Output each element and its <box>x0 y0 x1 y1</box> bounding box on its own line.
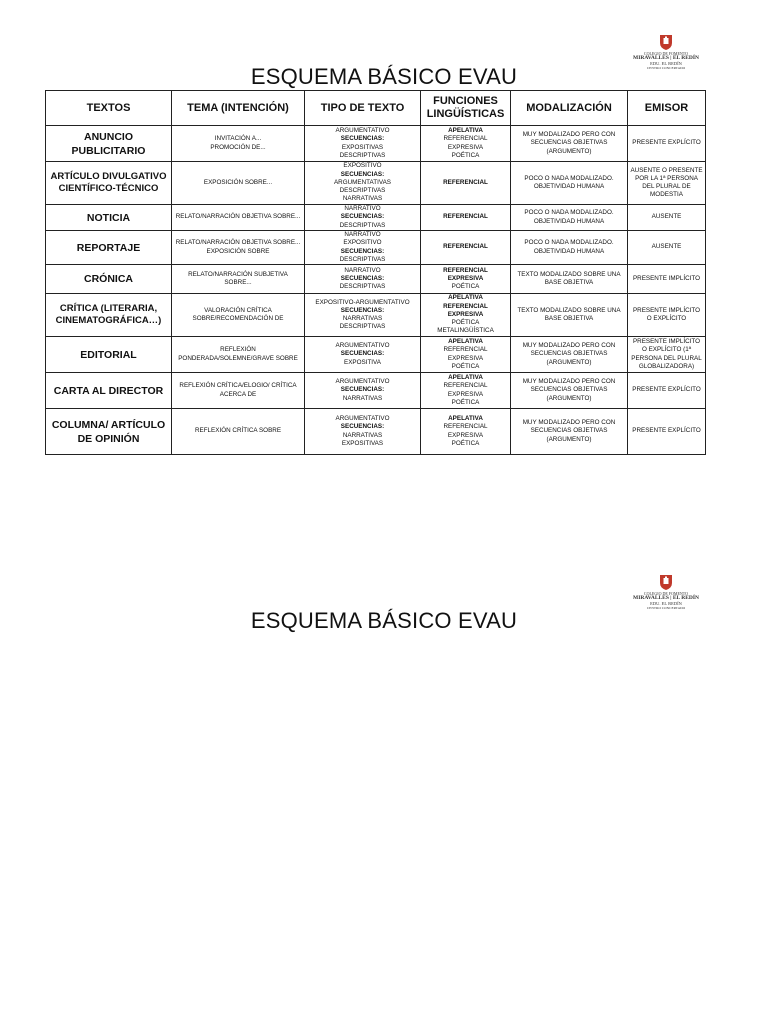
cell-funciones <box>421 126 511 162</box>
cell-emisor: PRESENTE IMPLÍCITO O EXPLÍCITO <box>628 294 706 337</box>
table-row <box>46 294 706 337</box>
cell-line: SECUENCIAS: <box>340 350 385 358</box>
cell-funciones <box>421 162 511 205</box>
cell-line: NARRATIVO <box>344 205 381 213</box>
table-row <box>46 409 706 455</box>
cell-line: EXPOSITIVAS <box>341 439 384 447</box>
cell-line: ARGUMENTATIVO <box>335 378 390 386</box>
header-funciones: FUNCIONES LINGÜÍSTICAS <box>421 91 511 126</box>
cell-line: DESCRIPTIVAS <box>339 283 386 291</box>
cell-line: EXPOSITIVAS <box>341 143 384 151</box>
cell-line: POÉTICA <box>451 283 480 291</box>
cell-tema <box>172 205 305 231</box>
cell-modalizacion: MUY MODALIZADO PERO CON SECUENCIAS OBJETIVAS (ARGUMENTO) <box>511 373 628 409</box>
cell-line: ARGUMENTATIVO <box>335 415 390 423</box>
cell-line: RELATO/NARRACIÓN OBJETIVA SOBRE... <box>175 239 301 247</box>
cell-line: EXPOSICIÓN SOBRE... <box>203 178 273 186</box>
cell-modalizacion: TEXTO MODALIZADO SOBRE UNA BASE OBJETIVA <box>511 265 628 294</box>
cell-tema <box>172 162 305 205</box>
cell-line: EXPOSITIVO-ARGUMENTATIVO <box>315 298 410 306</box>
cell-emisor: PRESENTE IMPLÍCITO <box>628 265 706 294</box>
cell-line: EXPOSITIVO <box>343 239 382 247</box>
cell-texto: REPORTAJE <box>46 231 172 265</box>
cell-modalizacion: POCO O NADA MODALIZADO. OBJETIVIDAD HUMANA <box>511 231 628 265</box>
cell-line: APELATIVA <box>448 127 483 135</box>
cell-line: REFERENCIAL <box>443 178 488 186</box>
cell-line: EXPOSICIÓN SOBRE <box>206 247 270 255</box>
logo-line-3: EDU. EL REDÍN <box>650 600 682 606</box>
cell-texto: ANUNCIO PUBLICITARIO <box>46 126 172 162</box>
cell-line: ARGUMENTATIVO <box>335 342 390 350</box>
table-row <box>46 373 706 409</box>
header-textos: TEXTOS <box>46 91 172 126</box>
cell-line: REFERENCIAL <box>443 213 488 221</box>
cell-line: VALORACIÓN CRÍTICA <box>204 306 272 314</box>
header-tipo: TIPO DE TEXTO <box>305 91 421 126</box>
cell-funciones <box>421 294 511 337</box>
cell-line: REFLEXIÓN CRÍTICA SOBRE <box>194 427 282 435</box>
cell-line: REFERENCIAL <box>443 266 488 274</box>
cell-line: METALINGÜÍSTICA <box>437 327 494 335</box>
cell-line: APELATIVA <box>448 338 483 346</box>
cell-emisor: PRESENTE EXPLÍCITO <box>628 409 706 455</box>
cell-line: APELATIVA <box>448 374 483 382</box>
table-row <box>46 205 706 231</box>
logo-line-1: COLEGIO DE FOMENTO <box>643 51 689 56</box>
cell-emisor: PRESENTE IMPLÍCITO O EXPLÍCITO (1ª PERSONA DEL PLURAL GLOBALIZADORA) <box>628 337 706 373</box>
cell-line: EXPRESIVA <box>447 274 484 282</box>
cell-line: ACERCA DE <box>219 390 257 398</box>
cell-emisor: AUSENTE <box>628 205 706 231</box>
cell-line: REFERENCIAL <box>443 302 488 310</box>
cell-funciones <box>421 409 511 455</box>
cell-line: SECUENCIAS: <box>340 423 385 431</box>
cell-line: EXPOSITIVA <box>344 358 381 366</box>
logo-line-2: MIRAVALLES | EL REDÍN <box>633 55 699 62</box>
cell-line: NARRATIVAS <box>342 315 383 322</box>
cell-texto: EDITORIAL <box>46 337 172 373</box>
cell-line: DESCRIPTIVAS <box>339 323 386 331</box>
cell-texto: NOTICIA <box>46 205 172 231</box>
cell-line: SECUENCIAS: <box>340 170 385 178</box>
cell-line: SECUENCIAS: <box>340 135 385 143</box>
cell-line: EXPOSITIVO <box>343 162 382 170</box>
cell-line: SECUENCIAS: <box>340 306 385 314</box>
cell-tipo <box>305 373 421 409</box>
cell-line: PROMOCIÓN DE... <box>210 143 266 151</box>
shield-icon <box>659 574 673 591</box>
cell-tipo <box>305 205 421 231</box>
cell-line: NARRATIVO <box>344 266 381 274</box>
cell-funciones <box>421 337 511 373</box>
cell-line: NARRATIVAS <box>342 195 383 203</box>
cell-line: EXPRESIVA <box>447 310 484 318</box>
table-row <box>46 265 706 294</box>
cell-line: EXPRESIVA <box>447 143 484 151</box>
cell-line: DESCRIPTIVAS <box>339 255 386 263</box>
cell-tipo <box>305 162 421 205</box>
cell-line: POÉTICA <box>451 362 480 370</box>
cell-line: REFERENCIAL <box>443 243 488 251</box>
cell-line: REFERENCIAL <box>443 135 488 143</box>
cell-tema <box>172 126 305 162</box>
table-row <box>46 126 706 162</box>
cell-line: PONDERADA/SOLEMNE/GRAVE SOBRE <box>178 354 298 362</box>
cell-modalizacion: MUY MODALIZADO PERO CON SECUENCIAS OBJETIVAS (ARGUMENTO) <box>511 409 628 455</box>
cell-line: NARRATIVAS <box>342 394 383 402</box>
cell-funciones <box>421 205 511 231</box>
cell-texto: CARTA AL DIRECTOR <box>46 373 172 409</box>
cell-emisor: AUSENTE O PRESENTE POR LA 1ª PERSONA DEL PLURAL DE MODESTIA <box>628 162 706 205</box>
cell-tema <box>172 294 305 337</box>
cell-emisor: AUSENTE <box>628 231 706 265</box>
cell-line: REFERENCIAL <box>443 382 488 390</box>
cell-line: SECUENCIAS: <box>340 213 385 221</box>
cell-line: REFLEXIÓN CRÍTICA/ELOGIO/ CRÍTICA <box>179 382 297 390</box>
cell-modalizacion: MUY MODALIZADO PERO CON SECUENCIAS OBJETIVAS (ARGUMENTO) <box>511 337 628 373</box>
cell-line: RELATO/NARRACIÓN SUBJETIVA SOBRE... <box>188 270 288 286</box>
page-title: ESQUEMA BÁSICO EVAU <box>250 64 518 89</box>
cell-line: EXPRESIVA <box>447 390 484 398</box>
cell-line: NARRATIVAS <box>342 431 383 439</box>
cell-funciones <box>421 373 511 409</box>
cell-line: SECUENCIAS: <box>340 247 385 255</box>
cell-tema <box>172 265 305 294</box>
header-emisor: EMISOR <box>628 91 706 126</box>
cell-line: REFLEXIÓN <box>220 346 256 354</box>
cell-tipo <box>305 294 421 337</box>
cell-tema <box>172 337 305 373</box>
cell-emisor: PRESENTE EXPLÍCITO <box>628 126 706 162</box>
header-modalizacion: MODALIZACIÓN <box>511 91 628 126</box>
cell-tipo <box>305 126 421 162</box>
cell-line: SECUENCIAS: <box>340 386 385 394</box>
cell-line: REFERENCIAL <box>443 423 488 431</box>
cell-line: DESCRIPTIVAS <box>339 151 386 159</box>
cell-tipo <box>305 265 421 294</box>
cell-line: APELATIVA <box>448 294 483 302</box>
cell-line: APELATIVA <box>448 415 483 423</box>
cell-texto: CRÍTICA (LITERARIA, CINEMATOGRÁFICA…) <box>46 294 172 337</box>
cell-modalizacion: POCO O NADA MODALIZADO. OBJETIVIDAD HUMANA <box>511 205 628 231</box>
cell-modalizacion: MUY MODALIZADO PERO CON SECUENCIAS OBJETIVAS (ARGUMENTO) <box>511 126 628 162</box>
logo-line-2: MIRAVALLES | EL REDÍN <box>633 595 699 602</box>
cell-tema <box>172 231 305 265</box>
cell-line: INVITACIÓN A... <box>214 135 262 143</box>
logo-line-1: COLEGIO DE FOMENTO <box>643 591 689 596</box>
logo-line-3: EDU. EL REDÍN <box>650 60 682 66</box>
cell-texto: ARTÍCULO DIVULGATIVO CIENTÍFICO-TÉCNICO <box>46 162 172 205</box>
cell-texto: COLUMNA/ ARTÍCULO DE OPINIÓN <box>46 409 172 455</box>
cell-line: EXPRESIVA <box>447 431 484 439</box>
cell-tipo <box>305 409 421 455</box>
cell-line: POÉTICA <box>451 151 480 159</box>
cell-line: POÉTICA <box>451 319 480 327</box>
cell-line: DESCRIPTIVAS <box>339 187 386 195</box>
cell-line: NARRATIVO <box>344 231 381 239</box>
cell-tipo <box>305 231 421 265</box>
cell-line: REFERENCIAL <box>443 346 488 354</box>
cell-line: SECUENCIAS: <box>340 274 385 282</box>
cell-line: ARGUMENTATIVAS <box>333 178 392 186</box>
cell-line: RELATO/NARRACIÓN OBJETIVA SOBRE... <box>175 213 301 221</box>
cell-funciones <box>421 231 511 265</box>
table-row <box>46 337 706 373</box>
cell-line: EXPRESIVA <box>447 354 484 362</box>
cell-tema <box>172 409 305 455</box>
cell-texto: CRÓNICA <box>46 265 172 294</box>
page-title: ESQUEMA BÁSICO EVAU <box>250 608 518 633</box>
esquema-table <box>45 90 706 455</box>
cell-line: POÉTICA <box>451 439 480 447</box>
cell-funciones <box>421 265 511 294</box>
header-tema: TEMA (INTENCIÓN) <box>172 91 305 126</box>
cell-tema <box>172 373 305 409</box>
cell-modalizacion: TEXTO MODALIZADO SOBRE UNA BASE OBJETIVA <box>511 294 628 337</box>
cell-line: DESCRIPTIVAS <box>339 221 386 229</box>
table-row <box>46 162 706 205</box>
cell-line: SOBRE/RECOMENDACIÓN DE <box>192 315 284 322</box>
shield-icon <box>659 34 673 51</box>
table-row <box>46 231 706 265</box>
cell-line: POÉTICA <box>451 398 480 406</box>
logo-line-4: CENTRO CONCERTADO <box>646 65 686 70</box>
logo-line-4: CENTRO CONCERTADO <box>646 605 686 610</box>
cell-line: ARGUMENTATIVO <box>335 127 390 135</box>
cell-emisor: PRESENTE EXPLÍCITO <box>628 373 706 409</box>
cell-modalizacion: POCO O NADA MODALIZADO. OBJETIVIDAD HUMANA <box>511 162 628 205</box>
table-header-row <box>46 91 706 126</box>
cell-tipo <box>305 337 421 373</box>
